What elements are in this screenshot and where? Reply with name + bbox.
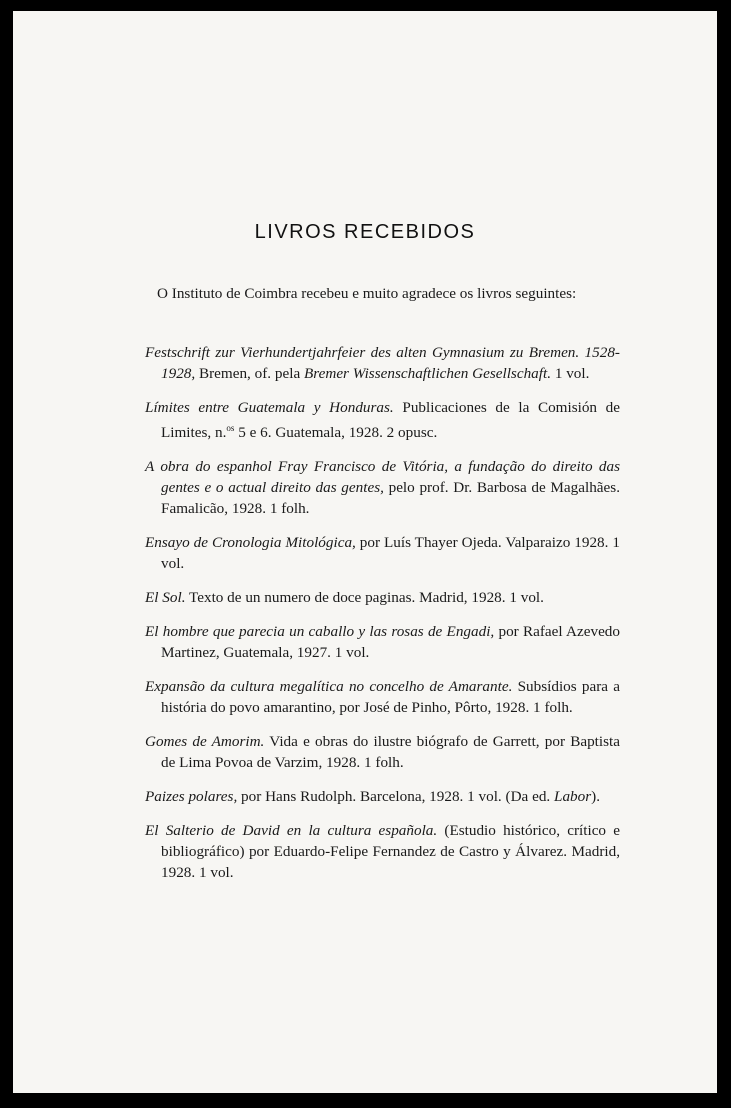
book-details: por Rafael Azevedo Martinez, Guatemala, 1927. 1 vol.	[161, 623, 620, 662]
book-entry	[145, 786, 620, 807]
book-title: Gomes de Amorim.	[145, 733, 265, 751]
book-entry	[145, 820, 620, 883]
book-title: El Salterio de David en la cultura española.	[145, 822, 438, 840]
book-list	[145, 342, 620, 883]
book-entry	[145, 397, 620, 443]
book-details: Publicaciones de la Comisión de Limites, n.$^{os}$ 5 e 6. Guatemala, 1928. 2 opusc.	[161, 399, 621, 442]
book-title: El Sol.	[145, 589, 186, 607]
book-details: Bremen, of. pela Bremer Wissenschaftlichen Gesellschaft. 1 vol.	[195, 365, 590, 382]
book-title: Límites entre Guatemala y Honduras.	[145, 399, 394, 416]
book-details: pelo prof. Dr. Barbosa de Magalhães. Famalicão, 1928. 1 folh.	[161, 479, 620, 518]
book-entry	[145, 676, 620, 718]
book-entry	[145, 532, 620, 574]
book-title: Ensayo de Cronologia Mitológica,	[145, 534, 356, 552]
book-details: por Luís Thayer Ojeda. Valparaizo 1928. 1 vol.	[161, 534, 620, 573]
page-title: LIVROS RECEBIDOS	[254, 221, 476, 243]
book-entry	[145, 621, 620, 663]
intro-paragraph: O Instituto de Coimbra recebeu e muito agradece os livros seguintes:	[157, 285, 577, 302]
book-title: El hombre que parecia un caballo y las rosas de Engadi,	[145, 623, 495, 641]
book-details: (Estudio histórico, crítico e bibliográfico) por Eduardo-Felipe Fernandez de Castro y Álvarez. Madrid, 1928. 1 vol.	[161, 822, 620, 882]
book-title: Expansão da cultura megalítica no concelho de Amarante.	[145, 678, 513, 696]
book-entry	[145, 587, 620, 608]
book-details: Vida e obras do ilustre biógrafo de Garrett, por Baptista de Lima Povoa de Varzim, 1928. 1 folh.	[161, 733, 620, 772]
book-entry	[145, 342, 620, 384]
book-title: A obra do espanhol Fray Francisco de Vitória, a fundação do direito das gentes e o actual direito das gentes,	[145, 458, 620, 497]
book-title: Festschrift zur Vierhundertjahrfeier des alten Gymnasium zu Bremen. 1528-1928,	[145, 344, 620, 382]
document-page	[13, 11, 717, 1093]
book-entry	[145, 731, 620, 773]
book-title: Paizes polares,	[145, 788, 238, 806]
document-body	[145, 283, 620, 896]
book-details: Texto de un numero de doce paginas. Madrid, 1928. 1 vol.	[185, 589, 544, 607]
book-details: por Hans Rudolph. Barcelona, 1928. 1 vol. (Da ed. Labor).	[237, 788, 601, 806]
book-details: Subsídios para a história do povo amarantino, por José de Pinho, Pôrto, 1928. 1 folh.	[161, 678, 620, 717]
book-entry	[145, 456, 620, 519]
